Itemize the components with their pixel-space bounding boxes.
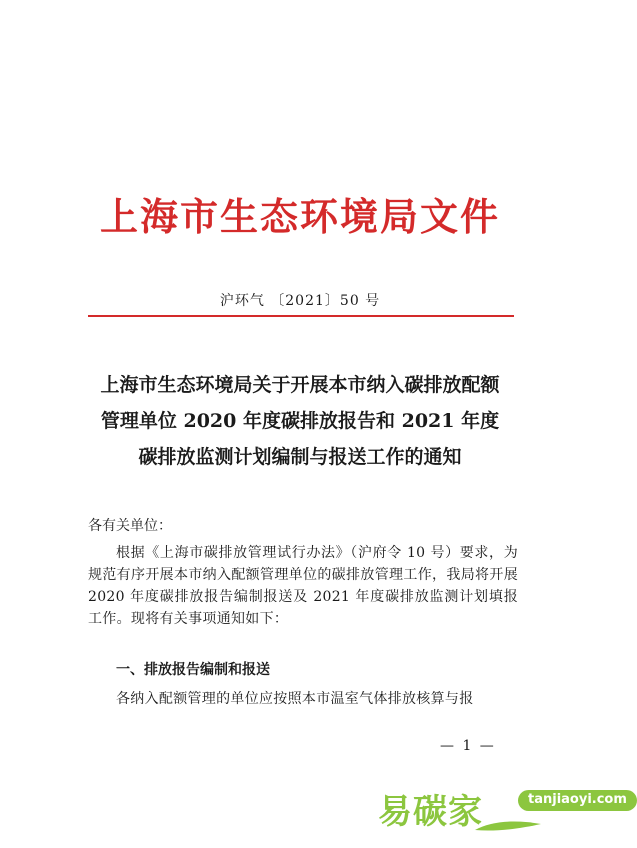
body-paragraph-2: 各纳入配额管理的单位应按照本市温室气体排放核算与报: [116, 691, 474, 707]
leaf-icon: [473, 818, 543, 834]
notice-title-line-2: 管理单位 2020 年度碳排放报告和 2021 年度: [100, 410, 500, 432]
salutation: 各有关单位：: [88, 518, 172, 534]
notice-title-line-1: 上海市生态环境局关于开展本市纳入碳排放配额: [100, 374, 500, 396]
page-number: — 1 —: [440, 738, 496, 754]
notice-title-line-3: 碳排放监测计划编制与报送工作的通知: [138, 446, 462, 468]
notice-title: [60, 367, 540, 475]
body-paragraph-1: 根据《上海市碳排放管理试行办法》（沪府令 10 号）要求，为规范有序开展本市纳入配额管理单位的碳排放管理工作，我局将开展 2020 年度碳排放报告编制报送及 2021 年度碳排放监测计划填报工作。现将有关事项通知如下：: [88, 545, 518, 627]
section-heading-1: 一、排放报告编制和报送: [116, 662, 270, 678]
watermark-logo: [378, 784, 627, 840]
document-number: 沪环气 〔2021〕50 号: [219, 293, 381, 309]
watermark-brand: 易碳家: [378, 792, 483, 832]
red-divider: [88, 315, 514, 317]
watermark-url: tanjiaoyi.com: [518, 790, 637, 811]
issuer-title: 上海市生态环境局文件: [99, 194, 500, 239]
